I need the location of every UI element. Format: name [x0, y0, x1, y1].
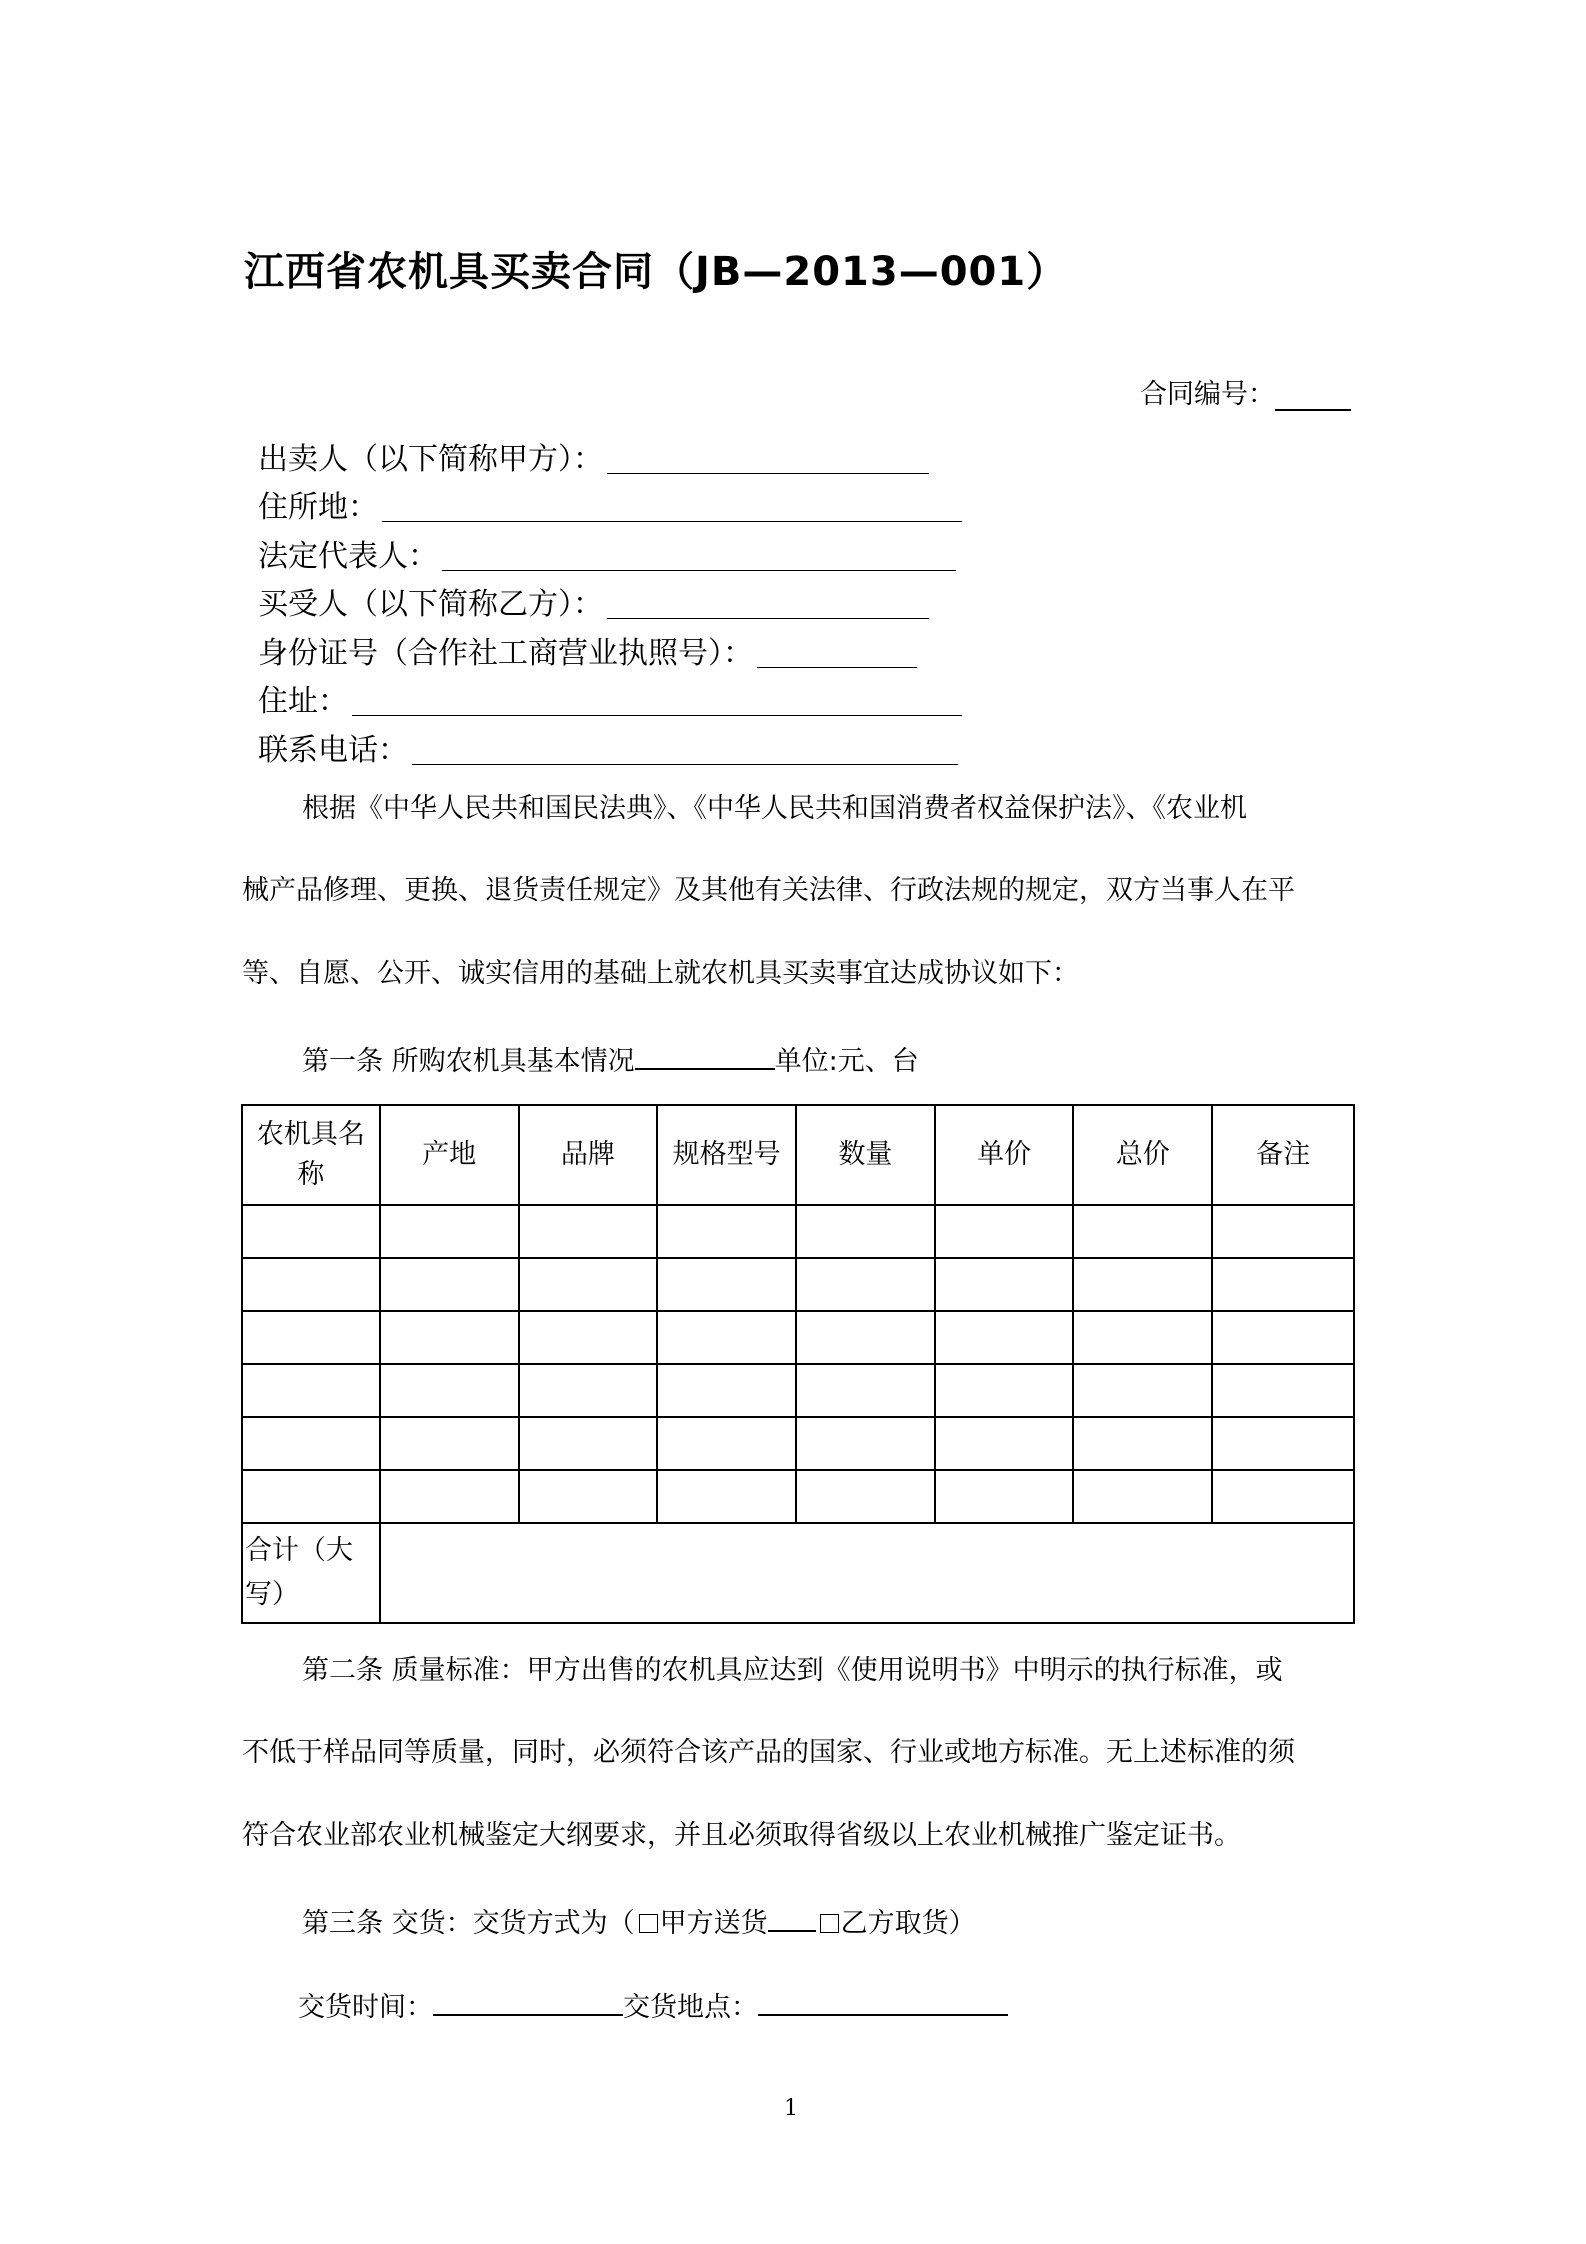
field-buyer-blank[interactable] [607, 618, 929, 619]
article-1-suffix: 单位:元、台 [774, 1046, 919, 1077]
delivery-time-blank[interactable] [433, 1992, 623, 2016]
intro-line-1: 根据《中华人民共和国民法典》、《中华人民共和国消费者权益保护法》、《农业机 [302, 793, 1247, 824]
field-id-number-blank[interactable] [757, 667, 917, 668]
total-label: 合计（大 写） [242, 1523, 380, 1623]
field-seller-address-label: 住所地： [258, 490, 378, 525]
total-amount-cell[interactable] [380, 1523, 1354, 1623]
contract-number [1140, 372, 1351, 411]
field-seller-address-blank[interactable] [382, 521, 962, 522]
delivery-place-label: 交货地点： [623, 1992, 758, 2023]
header-brand: 品牌 [519, 1105, 658, 1205]
table-total-row [242, 1523, 1354, 1623]
field-phone-blank[interactable] [412, 764, 958, 765]
field-buyer-address [258, 678, 962, 722]
article-3-option-1: 甲方送货 [659, 1908, 768, 1939]
article-1-heading [302, 1046, 919, 1076]
article-3-heading [302, 1908, 976, 1938]
field-id-number [258, 630, 917, 674]
header-quantity: 数量 [796, 1105, 935, 1205]
table-row [242, 1258, 1354, 1311]
table-row [242, 1311, 1354, 1364]
header-total-price: 总价 [1073, 1105, 1212, 1205]
header-name: 农机具名 称 [242, 1105, 380, 1205]
page-number: 1 [784, 2096, 798, 2121]
document-title: 江西省农机具买卖合同（JB—2013—001） [244, 249, 1068, 295]
field-legal-rep-label: 法定代表人： [258, 539, 438, 574]
header-unit-price: 单价 [935, 1105, 1074, 1205]
header-model: 规格型号 [657, 1105, 796, 1205]
delivery-info [298, 1992, 1008, 2022]
field-phone [258, 727, 958, 771]
field-buyer-address-label: 住址： [258, 684, 348, 719]
field-phone-label: 联系电话： [258, 733, 408, 768]
contract-number-blank[interactable] [1275, 383, 1351, 411]
field-legal-rep [258, 533, 956, 577]
article-2-line-2: 不低于样品同等质量，同时，必须符合该产品的国家、行业或地方标准。无上述标准的须 [242, 1737, 1295, 1768]
field-id-number-label: 身份证号（合作社工商营业执照号）： [258, 636, 753, 671]
header-remarks: 备注 [1212, 1105, 1354, 1205]
field-buyer-label: 买受人（以下简称乙方）： [258, 587, 603, 622]
intro-line-2: 械产品修理、更换、退货责任规定》及其他有关法律、行政法规的规定，双方当事人在平 [242, 875, 1295, 906]
delivery-place-blank[interactable] [758, 1992, 1008, 2016]
table-row [242, 1470, 1354, 1523]
field-seller-label: 出卖人（以下简称甲方）： [258, 442, 603, 477]
field-seller-blank[interactable] [607, 473, 929, 474]
field-legal-rep-blank[interactable] [442, 570, 956, 571]
field-buyer [258, 581, 929, 625]
contract-number-label: 合同编号： [1140, 379, 1275, 410]
delivery-time-label: 交货时间： [298, 1992, 433, 2023]
article-1-prefix: 第一条 所购农机具基本情况 [302, 1046, 635, 1077]
article-1-blank[interactable] [635, 1046, 775, 1070]
table-header-row [242, 1105, 1354, 1205]
buyer-pickup-checkbox[interactable] [820, 1914, 839, 1933]
header-origin: 产地 [380, 1105, 519, 1205]
intro-line-3: 等、自愿、公开、诚实信用的基础上就农机具买卖事宜达成协议如下： [242, 958, 1079, 989]
field-seller-address [258, 484, 962, 528]
article-3-option-2: 乙方取货） [840, 1908, 976, 1939]
article-2-line-1: 第二条 质量标准：甲方出售的农机具应达到《使用说明书》中明示的执行标准，或 [302, 1655, 1283, 1686]
article-2-line-3: 符合农业部农业机械鉴定大纲要求，并且必须取得省级以上农业机械推广鉴定证书。 [242, 1820, 1241, 1851]
table-row [242, 1417, 1354, 1470]
goods-table [241, 1104, 1355, 1624]
table-row [242, 1205, 1354, 1258]
field-buyer-address-blank[interactable] [352, 715, 962, 716]
table-row [242, 1364, 1354, 1417]
article-3-blank[interactable] [768, 1908, 816, 1932]
field-seller [258, 436, 929, 480]
seller-delivery-checkbox[interactable] [639, 1914, 658, 1933]
article-3-prefix: 第三条 交货：交货方式为（ [302, 1908, 635, 1939]
